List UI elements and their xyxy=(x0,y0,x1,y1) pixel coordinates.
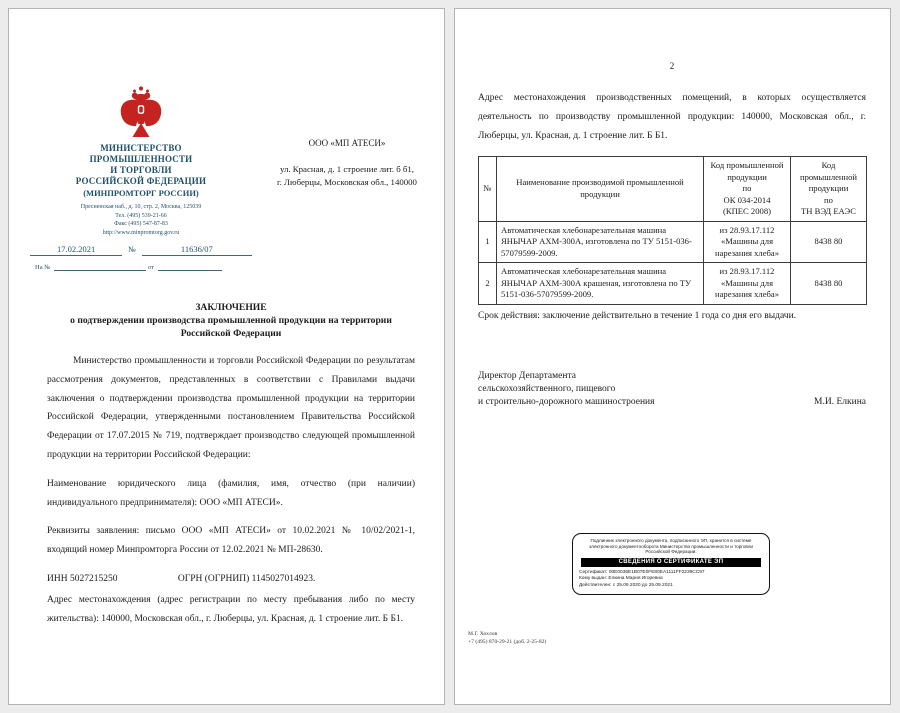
executor-phone: +7 (495) 870-29-21 (доб. 2-25-82) xyxy=(468,638,547,645)
stamp-header-text: Подлинник электронного документа, подписанного ЭП, хранится в системе электронного документооборота Министерство промышленности и торговли Российской Федерации. xyxy=(589,538,753,555)
paragraph-registration-address: Адрес местонахождения (адрес регистрации по месту пребывания либо по месту жительства): 140000, Московская обл., г. Люберцы, ул. Красная, д. 1 строение лит. Б Б1. xyxy=(47,594,415,624)
stamp-validity-period: Действителен: с 25.09.2020 до 25.09.2021 xyxy=(579,582,673,588)
validity-statement: Срок действия: заключение действительно в течение 1 года со дня его выдачи. xyxy=(478,310,797,321)
stamp-certificate-bar: СВЕДЕНИЯ О СЕРТИФИКАТЕ ЭП xyxy=(581,558,761,567)
paragraph-preamble: Министерство промышленности и торговли Российской Федерации по результатам рассмотрения документов, представленных в соответствии с Правилами выдачи заключения о подтверждении производства промышленной продукции на территории Российской Федерации, утвержденными постановлением Правительства Российской Федерации от 17.07.2015 № 719, подтверждает производство следующей промышленной продукции на территории Российской Федерации: xyxy=(47,356,415,460)
header-line: ОК 034-2014 xyxy=(723,194,771,205)
executor-name: М.Г. Хохлов xyxy=(468,631,498,637)
code-line: нарезания хлеба» xyxy=(714,289,780,299)
code-line: из 28.93.17.112 xyxy=(719,224,775,235)
inn-ogrn-row xyxy=(47,570,415,589)
ministry-name-line: И ТОРГОВЛИ xyxy=(110,165,172,175)
ministry-phone: Тел. (495) 539-21-66 xyxy=(115,212,167,219)
header-line: (КПЕС 2008) xyxy=(723,206,771,216)
recipient-name: ООО «МП АТЕСИ» xyxy=(308,138,386,148)
paragraph-application-details: Реквизиты заявления: письмо ООО «МП АТЕСИ» от 10.02.2021 № 10/02/2021-1, входящий номер Минпромторга России от 12.02.2021 № МП-28630. xyxy=(47,526,415,556)
reference-from-label: от xyxy=(148,264,155,271)
ok-code-cell xyxy=(704,263,791,305)
header-line: Код промышленной xyxy=(710,160,784,170)
ministry-short-name: (МИНПРОМТОРГ РОССИИ) xyxy=(83,188,199,198)
document-date: 17.02.2021 xyxy=(30,244,122,256)
ministry-fax: Факс (495) 547-87-83 xyxy=(114,221,168,227)
stamp-certificate-number: Сертификат: 00E0036E1B07E0FE80EA1111FF2239CC97 xyxy=(579,569,705,575)
ministry-name-line: МИНИСТЕРСТВО xyxy=(100,143,182,153)
signer-title-line: Директор Департамента xyxy=(478,370,576,381)
reference-number-blank xyxy=(54,262,146,271)
table-row xyxy=(479,221,867,263)
signer-title-line: и строительно-дорожного машиностроения xyxy=(478,396,655,407)
product-name-cell: Автоматическая хлебонарезательная машина ЯНЫЧАР АХМ-300А, изготовлена по ТУ 5151-036-57079599-2009. xyxy=(497,221,704,263)
code-line: «Машины для xyxy=(720,277,774,288)
products-table xyxy=(478,156,867,305)
stamp-issued-to: Кому выдан: Елкина Мария Игоревна xyxy=(579,576,663,582)
recipient-address-line: г. Люберцы, Московская обл., 140000 xyxy=(277,176,417,187)
ministry-website: http://www.minpromtorg.gov.ru xyxy=(102,229,180,236)
header-line: по xyxy=(824,194,833,205)
header-tn-ved-column xyxy=(791,157,867,222)
signature-block xyxy=(478,370,866,409)
paragraph-legal-entity: Наименование юридического лица (фамилия, имя, отчество (при наличии) индивидуального предпринимателя): ООО «МП АТЕСИ». xyxy=(47,478,415,508)
code-line: нарезания хлеба» xyxy=(714,247,780,258)
header-line: продукции xyxy=(808,183,849,193)
signer-title xyxy=(478,370,654,409)
signer-title-line: сельскохозяйственного, пищевого xyxy=(478,383,616,394)
signer-name: М.И. Елкина xyxy=(814,396,866,407)
inn-value: ИНН 5027215250 xyxy=(47,573,118,584)
table-row xyxy=(479,263,867,305)
row-number-cell: 2 xyxy=(479,263,497,305)
header-line: продукции xyxy=(727,171,767,182)
table-header-row xyxy=(479,157,867,222)
reference-row xyxy=(21,262,261,271)
recipient-block xyxy=(251,137,443,188)
reference-date-blank xyxy=(158,262,222,271)
ogrn-value: ОГРН (ОГРНИП) 1145027014923. xyxy=(177,573,316,584)
number-sign: № xyxy=(128,245,136,254)
ministry-address: Пресненская наб., д. 10, стр. 2, Москва, 125039 xyxy=(80,204,202,210)
document-page-1 xyxy=(8,8,445,705)
code-line: из 28.93.17.112 xyxy=(719,266,775,276)
page2-content xyxy=(478,61,866,409)
header-product-name-column: Наименование производимой промышленной продукции xyxy=(497,157,704,222)
document-page-2 xyxy=(454,8,891,705)
letterhead-block xyxy=(21,85,261,271)
product-name-cell: Автоматическая хлебонарезательная машина ЯНЫЧАР АХМ-300А крашеная, изготовлена по ТУ 5151-036-57079599-2009. xyxy=(497,263,704,305)
paragraph-production-address: Адрес местонахождения производственных помещений, в которых осуществляется деятельность по производству промышленной продукции: 140000, Московская обл., г. Люберцы, ул. Красная, д. 1 строение лит. Б Б1. xyxy=(478,93,866,141)
ok-code-cell xyxy=(704,221,791,263)
document-subtitle: о подтверждении производства промышленной продукции на территории Российской Федерации xyxy=(70,315,392,339)
header-line: ТН ВЭД ЕАЭС xyxy=(801,206,856,216)
recipient-address-line: ул. Красная, д. 1 строение лит. б б1, xyxy=(279,164,414,174)
document-date-number-row xyxy=(21,244,261,256)
ministry-name-line: ПРОМЫШЛЕННОСТИ xyxy=(89,154,193,164)
russian-coat-of-arms-icon xyxy=(118,85,164,139)
document-body xyxy=(47,301,415,638)
page-number: 2 xyxy=(669,61,675,71)
code-line: «Машины для xyxy=(720,236,774,246)
electronic-signature-stamp xyxy=(572,533,770,595)
header-number-column: № xyxy=(479,157,497,222)
reference-label: На № xyxy=(35,264,51,271)
header-ok-code-column xyxy=(704,157,791,222)
header-line: Код промышленной xyxy=(799,160,858,182)
row-number-cell: 1 xyxy=(479,221,497,263)
tn-ved-code-cell: 8438 80 xyxy=(791,221,867,263)
document-number: 11636/07 xyxy=(142,244,252,256)
header-line: по xyxy=(742,183,752,193)
document-title: ЗАКЛЮЧЕНИЕ xyxy=(195,302,267,313)
executor-footer xyxy=(468,631,546,646)
tn-ved-code-cell: 8438 80 xyxy=(791,263,867,305)
ministry-name-line: РОССИЙСКОЙ ФЕДЕРАЦИИ xyxy=(75,176,207,186)
